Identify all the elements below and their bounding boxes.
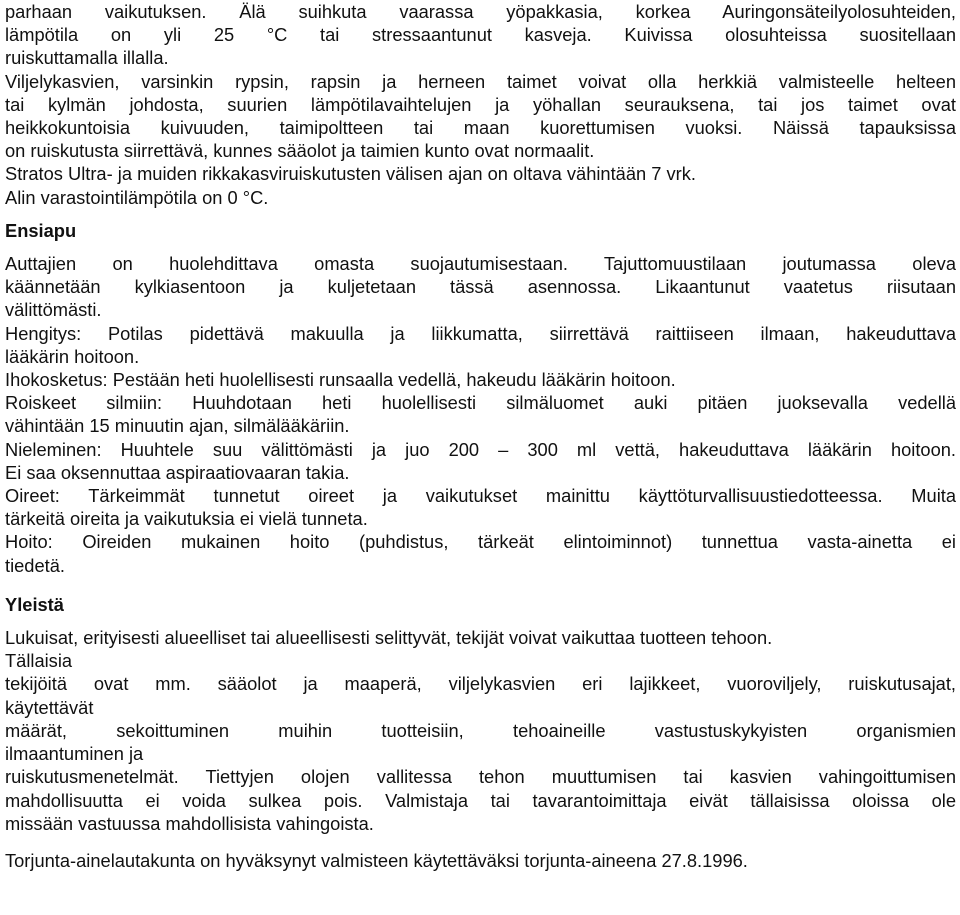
text-line: Tällaisia [5, 650, 73, 672]
text-line: ruiskutusmenetelmät. Tiettyjen olojen vallitessa tehon muuttumisen tai kasvien vahingoittumisen [5, 766, 956, 788]
text-line: Roiskeet silmiin: Huuhdotaan heti huolellisesti silmäluomet auki pitäen juoksevalla vedellä [5, 392, 956, 414]
section-heading-general: Yleistä [5, 593, 64, 615]
first-aid-section [5, 219, 956, 577]
text-line: tai kylmän johdosta, suurien lämpötilavaihtelujen ja yöhallan seurauksena, tai jos taimet ovat [5, 93, 956, 115]
approval-statement: Torjunta-ainelautakunta on hyväksynyt valmisteen käytettäväksi torjunta-aineena 27.8.1996. [5, 849, 748, 871]
text-line: missään vastuussa mahdollisista vahingoista. [5, 812, 374, 834]
text-line: määrät, sekoittuminen muihin tuotteisiin, tehoaineille vastustuskykyisten organismien [5, 719, 956, 741]
text-line: tiedetä. [5, 554, 65, 576]
text-line: Stratos Ultra- ja muiden rikkakasviruiskutusten välisen ajan on oltava vähintään 7 vrk. [5, 163, 696, 185]
intro-section [5, 0, 956, 209]
text-line: Nieleminen: Huuhtele suu välittömästi ja juo 200 – 300 ml vettä, hakeuduttava lääkärin hoitoon. [5, 438, 956, 460]
text-line: Viljelykasvien, varsinkin rypsin, rapsin ja herneen taimet voivat olla herkkiä valmisteelle helteen [5, 70, 956, 92]
text-line: Lukuisat, erityisesti alueelliset tai alueellisesti selittyvät, tekijät voivat vaikuttaa tuotteen tehoon. [5, 627, 773, 649]
document-page [5, 0, 956, 872]
section-heading-first-aid: Ensiapu [5, 219, 77, 241]
text-line: mahdollisuutta ei voida sulkea pois. Valmistaja tai tavarantoimittaja eivät tällaisissa oloissa ole [5, 789, 956, 811]
text-line: Alin varastointilämpötila on 0 °C. [5, 186, 269, 208]
text-line: parhaan vaikutuksen. Älä suihkuta vaarassa yöpakkasia, korkea Auringonsäteilyolosuhteiden, [5, 1, 956, 22]
text-line: Auttajien on huolehdittava omasta suojautumisestaan. Tajuttomuustilaan joutumassa oleva [5, 253, 956, 275]
text-line: tekijöitä ovat mm. sääolot ja maaperä, viljelykasvien eri lajikkeet, vuoroviljely, ruiskutusajat, [5, 673, 956, 695]
general-section [5, 593, 956, 835]
text-line: lämpötila on yli 25 °C tai stressaantunut kasveja. Kuivissa olosuhteissa suositellaan [5, 24, 956, 46]
text-line: välittömästi. [5, 299, 102, 321]
text-line: Hoito: Oireiden mukainen hoito (puhdistus, tärkeät elintoiminnot) tunnettua vasta-ainetta ei [5, 531, 956, 553]
text-line: tärkeitä oireita ja vaikutuksia ei vielä tunneta. [5, 508, 368, 530]
text-line: käännetään kylkiasentoon ja kuljetetaan tässä asennossa. Likaantunut vaatetus riisutaan [5, 276, 956, 298]
text-line: heikkokuntoisia kuivuuden, taimipoltteen tai maan kuorettumisen vuoksi. Näissä tapauksissa [5, 117, 956, 139]
text-line: käytettävät [5, 696, 94, 718]
text-line: Hengitys: Potilas pidettävä makuulla ja liikkumatta, siirrettävä raittiiseen ilmaan, hakeuduttava [5, 322, 956, 344]
text-line: lääkärin hoitoon. [5, 345, 140, 367]
text-line: on ruiskutusta siirrettävä, kunnes sääolot ja taimien kunto ovat normaalit. [5, 140, 595, 162]
text-line: vähintään 15 minuutin ajan, silmälääkäriin. [5, 415, 350, 437]
text-line: Oireet: Tärkeimmät tunnetut oireet ja vaikutukset mainittu käyttöturvallisuustiedotteessa. Muita [5, 485, 956, 507]
text-line: ruiskuttamalla illalla. [5, 47, 169, 69]
text-line: ilmaantuminen ja [5, 743, 144, 765]
text-line: Ihokosketus: Pestään heti huolellisesti runsaalla vedellä, hakeudu lääkärin hoitoon. [5, 369, 676, 391]
text-line: Ei saa oksennuttaa aspiraatiovaaran takia. [5, 461, 350, 483]
